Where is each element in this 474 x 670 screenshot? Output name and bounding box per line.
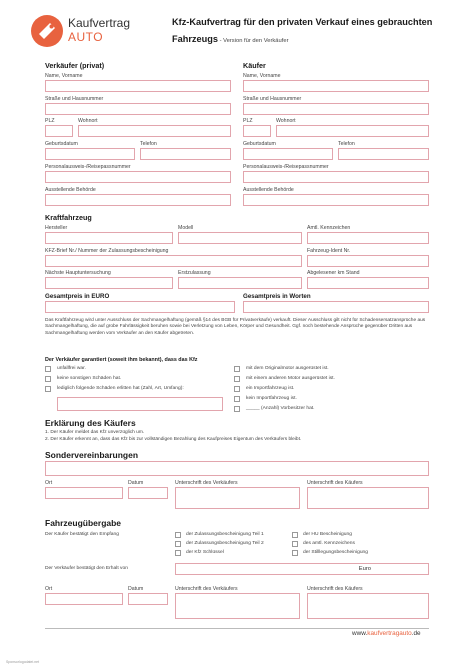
- brand-name-bottom: AUTO: [68, 30, 104, 44]
- handover-checkbox[interactable]: [175, 541, 181, 547]
- guarantee-checkbox[interactable]: [234, 396, 240, 402]
- buyer-birth-label: Geburtsdatum: [243, 141, 276, 147]
- seller-authority-field[interactable]: [45, 194, 231, 206]
- buyer-phone-field[interactable]: [338, 148, 429, 160]
- price-words-label: Gesamtpreis in Worten: [243, 293, 311, 300]
- footer-url[interactable]: [352, 630, 421, 637]
- seller-phone-label: Telefon: [140, 141, 157, 147]
- plate-label: Amtl. Kennzeichen: [307, 225, 351, 231]
- guarantee-option-label: mit einem anderen Motor ausgerüstet ist.: [246, 376, 335, 381]
- sign2-buyer-label: Unterschrift des Käufers: [307, 586, 363, 592]
- brief-field[interactable]: [45, 255, 302, 267]
- guarantee-option-label: _____ (Anzahl) Vorbesitzer hat.: [246, 406, 315, 411]
- guarantee-option-label: unfallfrei war.: [57, 366, 86, 371]
- buyer-id-label: Personalausweis-/Reisepassnummer: [243, 164, 329, 170]
- car-key-icon: [30, 14, 64, 48]
- footer-url-prefix: www.: [352, 630, 368, 637]
- guarantee-checkbox[interactable]: [234, 386, 240, 392]
- guarantee-checkbox[interactable]: [45, 376, 51, 382]
- brand-logo: [30, 14, 150, 48]
- brand-name-top: Kaufvertrag: [68, 16, 131, 30]
- sign2-place-field[interactable]: [45, 593, 123, 605]
- footer-url-domain: kaufvertragauto: [367, 630, 412, 637]
- sign1-place-label: Ort: [45, 480, 53, 486]
- buyer-id-field[interactable]: [243, 171, 429, 183]
- brief-label: KFZ-Brief Nr./ Nummer der Zulassungsbescheinigung: [45, 248, 169, 254]
- hu-label: Nächste Hauptuntersuchung: [45, 270, 111, 276]
- buyer-street-field[interactable]: [243, 103, 429, 115]
- price-euro-field[interactable]: [45, 301, 235, 313]
- buyer-birth-field[interactable]: [243, 148, 333, 160]
- seller-phone-field[interactable]: [140, 148, 231, 160]
- price-words-field[interactable]: [243, 301, 429, 313]
- plate-field[interactable]: [307, 232, 429, 244]
- hu-field[interactable]: [45, 277, 173, 289]
- handover-option-label: der Kfz Schlüssel: [186, 550, 224, 555]
- seller-birth-label: Geburtsdatum: [45, 141, 78, 147]
- buyer-city-label: Wohnort: [276, 118, 296, 124]
- buyer-declaration-line2: 2. Der Käufer erkennt an, dass das Kfz bis zur vollständigen Bezahlung des Kaufpreises Eigentum des Verkäufers bleibt.: [45, 437, 302, 442]
- seller-id-field[interactable]: [45, 171, 231, 183]
- seller-id-label: Personalausweis-/Reisepassnummer: [45, 164, 131, 170]
- handover-received-text: Der Käufer bestätigt den Empfang: [45, 532, 119, 537]
- sign2-buyer-field[interactable]: [307, 593, 429, 619]
- buyer-declaration-line1: 1. Der Käufer meldet das Kfz unverzüglich um.: [45, 430, 145, 435]
- handover-option-label: der Zulassungsbescheinigung Teil 2: [186, 541, 264, 546]
- buyer-plz-field[interactable]: [243, 125, 271, 137]
- km-label: Abgelesener km Stand: [307, 270, 360, 276]
- footer-url-suffix: .de: [411, 630, 421, 637]
- currency-label: Euro: [358, 566, 371, 572]
- model-field[interactable]: [178, 232, 302, 244]
- maker-label: Hersteller: [45, 225, 68, 231]
- doc-title-line2: Fahrzeugs: [172, 34, 218, 44]
- handover-option-label: der Zulassungsbescheinigung Teil 1: [186, 532, 264, 537]
- seller-name-label: Name, Vorname: [45, 73, 83, 79]
- seller-street-field[interactable]: [45, 103, 231, 115]
- buyer-heading: Käufer: [243, 61, 266, 70]
- buyer-name-label: Name, Vorname: [243, 73, 281, 79]
- footer-small-text: Sponsorlogodatei.net: [6, 660, 40, 664]
- sign2-date-label: Datum: [128, 586, 144, 592]
- sign1-date-label: Datum: [128, 480, 144, 486]
- seller-name-field[interactable]: [45, 80, 231, 92]
- guarantee-option-label: kein Importfahrzeug ist.: [246, 396, 297, 401]
- buyer-city-field[interactable]: [276, 125, 429, 137]
- buyer-street-label: Straße und Hausnummer: [243, 96, 302, 102]
- special-agreements-field[interactable]: [45, 461, 429, 476]
- guarantee-option-label: mit dem Originalmotor ausgerüstet ist.: [246, 366, 329, 371]
- handover-checkbox[interactable]: [292, 541, 298, 547]
- seller-received-amount-field[interactable]: [175, 563, 429, 575]
- buyer-phone-label: Telefon: [338, 141, 355, 147]
- doc-title-line1: Kfz-Kaufvertrag für den privaten Verkauf eines gebrauchten: [172, 17, 433, 27]
- guarantee-checkbox[interactable]: [234, 376, 240, 382]
- seller-birth-field[interactable]: [45, 148, 135, 160]
- seller-street-label: Straße und Hausnummer: [45, 96, 104, 102]
- buyer-declaration-heading: Erklärung des Käufers: [45, 418, 136, 428]
- seller-plz-field[interactable]: [45, 125, 73, 137]
- special-agreements-heading: Sondervereinbarungen: [45, 450, 139, 460]
- guarantee-checkbox[interactable]: [234, 406, 240, 412]
- handover-option-label: der Stilllegungsbescheinigung: [303, 550, 368, 555]
- buyer-authority-field[interactable]: [243, 194, 429, 206]
- price-euro-label: Gesamtpreis in EURO: [45, 293, 110, 300]
- handover-checkbox[interactable]: [175, 550, 181, 556]
- guarantee-option-label: ein Importfahrzeug ist.: [246, 386, 295, 391]
- sign2-seller-label: Unterschrift des Verkäufers: [175, 586, 238, 592]
- buyer-plz-label: PLZ: [243, 118, 253, 124]
- liability-disclaimer: Das Kraftfahrzeug wird unter Ausschluss der Sachmangelhaftung (gemäß §14 des BGB für Privatverkäufe) verkauft. Dieser Ausschluss gilt nicht für Schadensersatzansprüche aus Sachmangelhaftung, die auf grobe Fahrlässigkeit beruhen sowie bei Verletzung von Leben, Körper und Gesundheit. Ggf. noch bestehende Ansprüche gegenüber Dritten aus Sachmangelhaftung werden vom Verkäufer an den Käufer abgetreten.: [45, 318, 426, 336]
- handover-option-label: der HU Bescheinigung: [303, 532, 352, 537]
- footer-divider: [45, 628, 429, 629]
- handover-checkbox[interactable]: [292, 550, 298, 556]
- sign2-seller-field[interactable]: [175, 593, 300, 619]
- maker-field[interactable]: [45, 232, 173, 244]
- handover-heading: Fahrzeugübergabe: [45, 518, 122, 528]
- damage-description-field[interactable]: [57, 397, 223, 411]
- seller-authority-label: Ausstellende Behörde: [45, 187, 96, 193]
- km-field[interactable]: [307, 277, 429, 289]
- sign1-date-field[interactable]: [128, 487, 168, 499]
- guarantee-option-label: keine sonstigen Schäden hat.: [57, 376, 122, 381]
- handover-checkbox[interactable]: [175, 532, 181, 538]
- sign1-place-field[interactable]: [45, 487, 123, 499]
- sign1-buyer-field[interactable]: [307, 487, 429, 509]
- vehicle-heading: Kraftfahrzeug: [45, 213, 92, 222]
- seller-plz-label: PLZ: [45, 118, 55, 124]
- model-label: Modell: [178, 225, 194, 231]
- seller-city-label: Wohnort: [78, 118, 98, 124]
- seller-heading: Verkäufer (privat): [45, 61, 105, 70]
- sign2-place-label: Ort: [45, 586, 53, 592]
- seller-received-text: Der Verkäufer bestätigt den Erhalt von: [45, 566, 128, 571]
- guarantee-heading: Der Verkäufer garantiert (soweit ihm bekannt), dass das Kfz: [45, 357, 198, 363]
- handover-checkbox[interactable]: [292, 532, 298, 538]
- vin-field[interactable]: [307, 255, 429, 267]
- buyer-name-field[interactable]: [243, 80, 429, 92]
- guarantee-option-label: lediglich folgende Schäden erlitten hat (Zahl, Art, Umfang):: [57, 386, 184, 391]
- first-reg-field[interactable]: [178, 277, 302, 289]
- handover-option-label: des amtl. Kennzeichens: [303, 541, 355, 546]
- guarantee-checkbox[interactable]: [45, 366, 51, 372]
- buyer-authority-label: Ausstellende Behörde: [243, 187, 294, 193]
- guarantee-checkbox[interactable]: [234, 366, 240, 372]
- sign1-buyer-label: Unterschrift des Käufers: [307, 480, 363, 486]
- first-reg-label: Erstzulassung: [178, 270, 211, 276]
- vin-label: Fahrzeug-Ident Nr.: [307, 248, 351, 254]
- sign1-seller-field[interactable]: [175, 487, 300, 509]
- doc-title-suffix: - Version für den Verkäufer: [217, 38, 289, 44]
- guarantee-checkbox[interactable]: [45, 386, 51, 392]
- sign1-seller-label: Unterschrift des Verkäufers: [175, 480, 238, 486]
- sign2-date-field[interactable]: [128, 593, 168, 605]
- seller-city-field[interactable]: [78, 125, 231, 137]
